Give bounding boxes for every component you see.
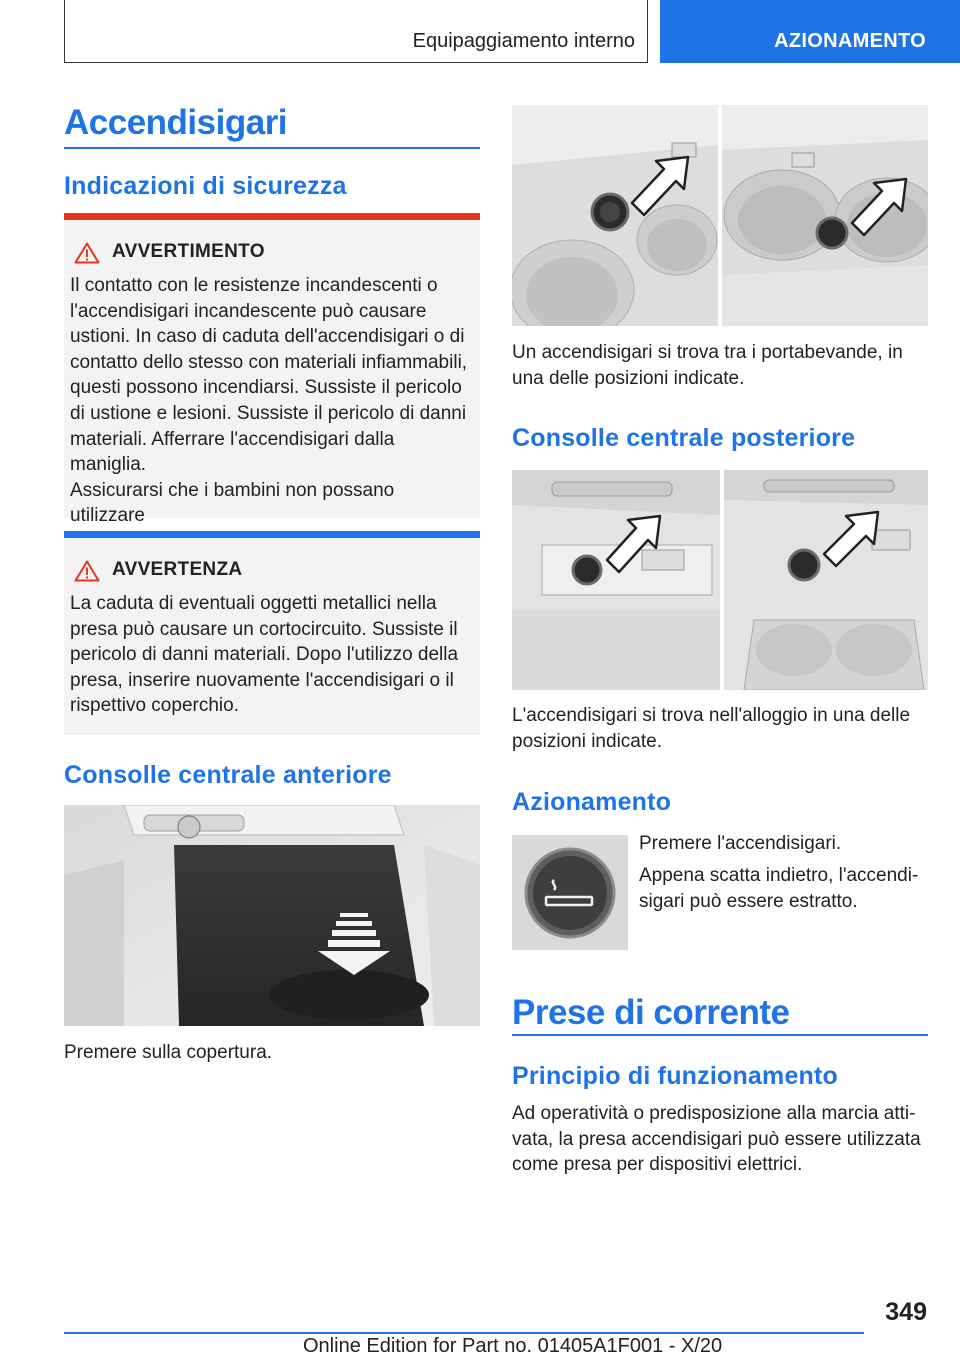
rear-console-photo-2 (724, 470, 928, 690)
title-rule (64, 147, 480, 149)
header-section-tab (64, 0, 648, 63)
lighter-location-text (512, 340, 903, 391)
main-title: Accendisigari (64, 103, 288, 142)
lighter-location-line: Un accendisigari si trova tra i portabevande, in (512, 342, 903, 363)
header-chapter-label: AZIONAMENTO (774, 30, 926, 52)
warning-triangle-icon (74, 560, 100, 587)
footer-rule (64, 1332, 864, 1334)
front-console-photo (64, 805, 480, 1026)
sockets-title: Prese di corrente (512, 993, 790, 1032)
rear-console-heading: Consolle centrale posteriore (512, 424, 856, 452)
cupholder-photo-1 (512, 105, 718, 326)
operation-step-1: Premere l'accendisigari. (639, 833, 842, 854)
notice-line: presa, inserire nuovamente l'accendisigari o il (70, 669, 454, 691)
warning-line: Il contatto con le resistenze incandescenti o (70, 275, 438, 296)
header-chapter-tab (660, 0, 960, 63)
principle-text (512, 1101, 921, 1178)
rear-console-photo-1 (512, 470, 720, 690)
warning-line: materiali. Afferrare l'accendisigari dalla maniglia. (70, 428, 395, 476)
principle-line: vata, la presa accendisigari può essere utilizzata (512, 1128, 921, 1150)
rear-console-text (512, 703, 910, 754)
warning-body (70, 273, 474, 555)
notice-line: presa può causare un cortocircuito. Sussiste il (70, 618, 458, 640)
warning-line: l'accendisigari incandescente può causare (70, 300, 427, 322)
cupholder-photo-2 (722, 105, 928, 326)
operation-step-2 (639, 863, 918, 914)
warning-title: AVVERTIMENTO (112, 241, 265, 262)
warning-line: contatto dello stesso con materiali infiammabili, (70, 351, 468, 373)
safety-heading: Indicazioni di sicurezza (64, 172, 347, 200)
lighter-location-line: una delle posizioni indicate. (512, 367, 745, 389)
front-console-heading: Consolle centrale anteriore (64, 761, 392, 789)
lighter-button-photo (512, 835, 628, 950)
rear-console-line: L'accendisigari si trova nell'alloggio in una delle (512, 705, 911, 726)
principle-line: come presa per dispositivi elettrici. (512, 1154, 803, 1176)
rear-console-line: posizioni indicate. (512, 730, 662, 752)
header-section-label: Equipaggiamento interno (412, 30, 635, 52)
operation-step-2-line: Appena scatta indietro, l'accendi- (639, 865, 919, 886)
front-console-caption: Premere sulla copertura. (64, 1042, 273, 1063)
operation-heading: Azionamento (512, 788, 672, 816)
principle-line: Ad operatività o predisposizione alla marcia atti- (512, 1103, 916, 1124)
notice-body (70, 591, 474, 719)
warning-triangle-icon (74, 242, 100, 269)
notice-title: AVVERTENZA (112, 559, 243, 580)
warning-line: ustioni. In caso di caduta dell'accendisigari o di (70, 326, 465, 348)
principle-heading: Principio di funzionamento (512, 1062, 839, 1090)
notice-bar (64, 531, 480, 538)
edition-text: Online Edition for Part no. 01405A1F001 - X/20 (303, 1335, 723, 1357)
notice-line: pericolo di danni materiali. Dopo l'utilizzo della (70, 644, 459, 666)
sockets-title-rule (512, 1034, 928, 1036)
warning-bar (64, 213, 480, 220)
notice-line: rispettivo coperchio. (70, 695, 239, 717)
warning-line: Assicurarsi che i bambini non possano utilizzare (70, 479, 395, 527)
warning-box-2 (64, 531, 480, 735)
operation-step-2-line: sigari può essere estratto. (639, 890, 858, 912)
notice-line: La caduta di eventuali oggetti metallici nella (70, 593, 437, 614)
warning-line: di ustione e lesioni. Sussiste il pericolo di danni (70, 402, 467, 424)
warning-box-1 (64, 213, 480, 527)
warning-line: questi possono incendiarsi. Sussiste il pericolo (70, 377, 462, 399)
page-number: 349 (885, 1298, 927, 1326)
